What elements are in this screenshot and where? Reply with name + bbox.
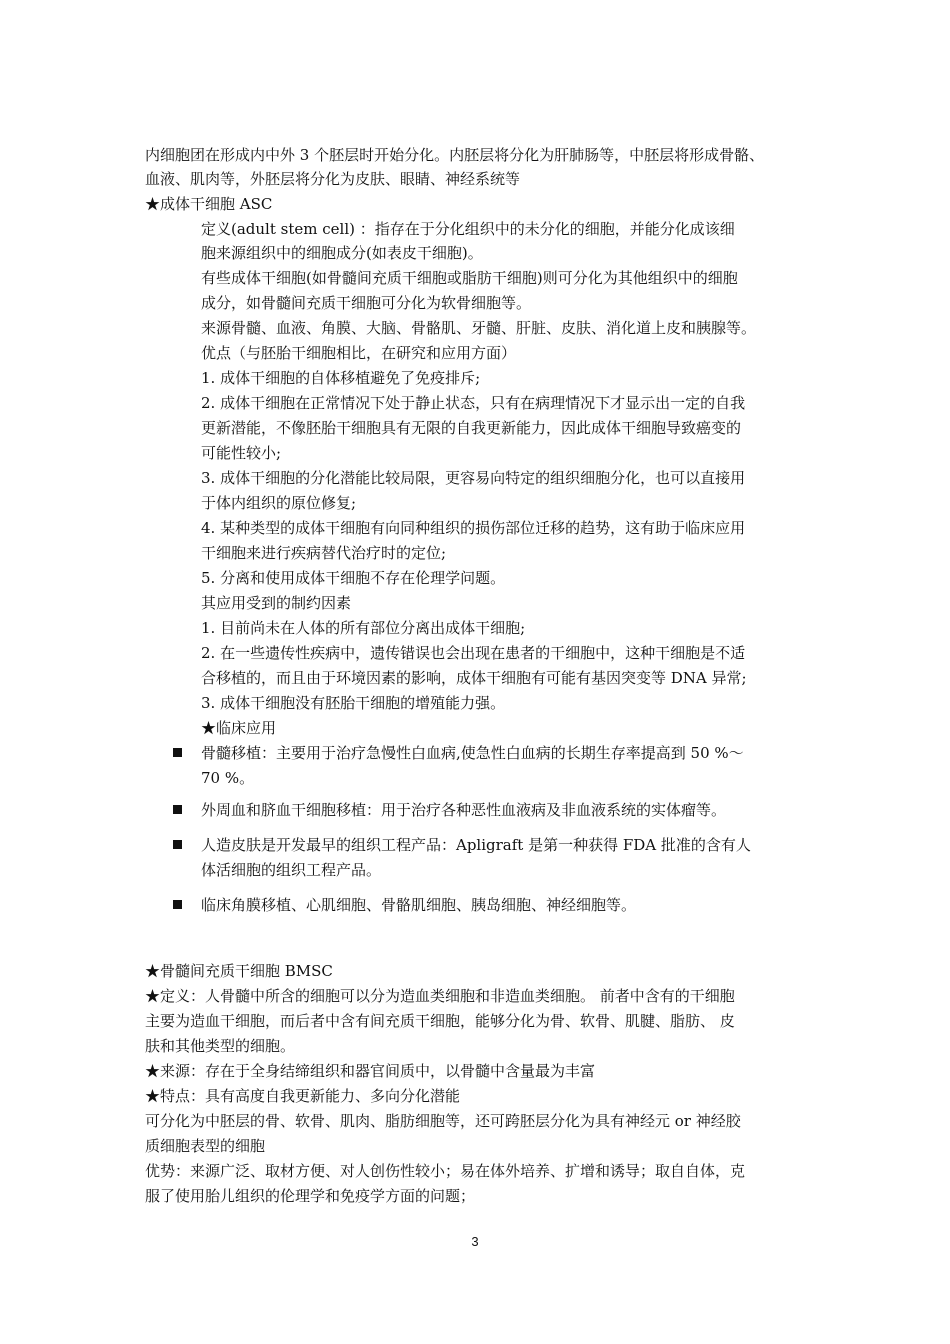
page-number: 3 (471, 1234, 479, 1249)
clinical-item: 体活细胞的组织工程产品。 (201, 861, 382, 879)
bmsc-definition: 肤和其他类型的细胞。 (145, 1037, 296, 1055)
square-bullet-icon (173, 900, 182, 909)
clinical-item: 外周血和脐血干细胞移植：用于治疗各种恶性血液病及非血液系统的实体瘤等。 (201, 801, 727, 819)
square-bullet-icon (173, 748, 182, 757)
asc-limitation-item: 合移植的，而且由于环境因素的影响，成体干细胞有可能有基因突变等 DNA 异常; (201, 669, 747, 687)
asc-text: 成分，如骨髓间充质干细胞可分化为软骨细胞等。 (201, 294, 532, 312)
asc-advantage-item: 3. 成体干细胞的分化潜能比较局限，更容易向特定的组织细胞分化，也可以直接用 (201, 469, 746, 487)
asc-advantage-item: 更新潜能，不像胚胎干细胞具有无限的自我更新能力，因此成体干细胞导致癌变的 (201, 419, 742, 437)
clinical-item: 人造皮肤是开发最早的组织工程产品：Apligraft 是第一种获得 FDA 批准的含有人 (201, 836, 751, 854)
bmsc-definition: ★定义：人骨髓中所含的细胞可以分为造血类细胞和非造血类细胞。 前者中含有的干细胞 (145, 987, 735, 1005)
intro-line: 血液、肌肉等，外胚层将分化为皮肤、眼睛、神经系统等 (145, 170, 521, 188)
bmsc-feature: ★特点：具有高度自我更新能力、多向分化潜能 (145, 1087, 461, 1105)
bmsc-differentiation: 质细胞表型的细胞 (145, 1137, 266, 1155)
asc-heading: ★成体干细胞 ASC (145, 195, 273, 213)
clinical-heading: ★临床应用 (201, 719, 277, 737)
clinical-item: 临床角膜移植、心肌细胞、骨骼肌细胞、胰岛细胞、神经细胞等。 (201, 896, 637, 914)
bmsc-heading: ★骨髓间充质干细胞 BMSC (145, 962, 333, 980)
bmsc-source: ★来源：存在于全身结缔组织和器官间质中，以骨髓中含量最为丰富 (145, 1062, 596, 1080)
square-bullet-icon (173, 805, 182, 814)
square-bullet-icon (173, 840, 182, 849)
asc-advantage-item: 于体内组织的原位修复; (201, 494, 357, 512)
asc-advantage-item: 干细胞来进行疾病替代治疗时的定位; (201, 544, 447, 562)
asc-advantage-item: 2. 成体干细胞在正常情况下处于静止状态，只有在病理情况下才显示出一定的自我 (201, 394, 746, 412)
asc-advantage-item: 4. 某种类型的成体干细胞有向同种组织的损伤部位迁移的趋势，这有助于临床应用 (201, 519, 746, 537)
asc-limitations-title: 其应用受到的制约因素 (201, 594, 352, 612)
bmsc-differentiation: 可分化为中胚层的骨、软骨、肌肉、脂肪细胞等，还可跨胚层分化为具有神经元 or 神经胶 (145, 1112, 741, 1130)
clinical-item: 骨髓移植：主要用于治疗急慢性白血病,使急性白血病的长期生存率提高到 50 %～ (201, 744, 744, 762)
bmsc-advantage: 优势：来源广泛、取材方便、对人创伤性较小；易在体外培养、扩增和诱导；取自自体，克 (145, 1162, 746, 1180)
asc-advantage-item: 5. 分离和使用成体干细胞不存在伦理学问题。 (201, 569, 506, 587)
asc-text: 有些成体干细胞(如骨髓间充质干细胞或脂肪干细胞)则可分化为其他组织中的细胞 (201, 269, 738, 287)
bmsc-definition: 主要为造血干细胞，而后者中含有间充质干细胞，能够分化为骨、软骨、肌腱、脂肪、 皮 (145, 1012, 735, 1030)
asc-definition: 胞来源组织中的细胞成分(如表皮干细胞)。 (201, 244, 483, 262)
asc-limitation-item: 1. 目前尚未在人体的所有部位分离出成体干细胞; (201, 619, 526, 637)
asc-source: 来源骨髓、血液、角膜、大脑、骨骼肌、牙髓、肝脏、皮肤、消化道上皮和胰腺等。 (201, 319, 757, 337)
asc-limitation-item: 3. 成体干细胞没有胚胎干细胞的增殖能力强。 (201, 694, 506, 712)
asc-limitation-item: 2. 在一些遗传性疾病中，遗传错误也会出现在患者的干细胞中，这种干细胞是不适 (201, 644, 746, 662)
asc-advantages-title: 优点（与胚胎干细胞相比，在研究和应用方面） (201, 344, 517, 362)
clinical-item: 70 %。 (201, 769, 255, 787)
intro-line: 内细胞团在形成内中外 3 个胚层时开始分化。内胚层将分化为肝肺肠等，中胚层将形成骨骼、 (145, 146, 765, 164)
asc-advantage-item: 可能性较小; (201, 444, 282, 462)
asc-definition: 定义(adult stem cell) ：指存在于分化组织中的未分化的细胞，并能分化成该细 (201, 220, 735, 238)
asc-advantage-item: 1. 成体干细胞的自体移植避免了免疫排斥; (201, 369, 481, 387)
bmsc-advantage: 服了使用胎儿组织的伦理学和免疫学方面的问题； (145, 1187, 476, 1205)
